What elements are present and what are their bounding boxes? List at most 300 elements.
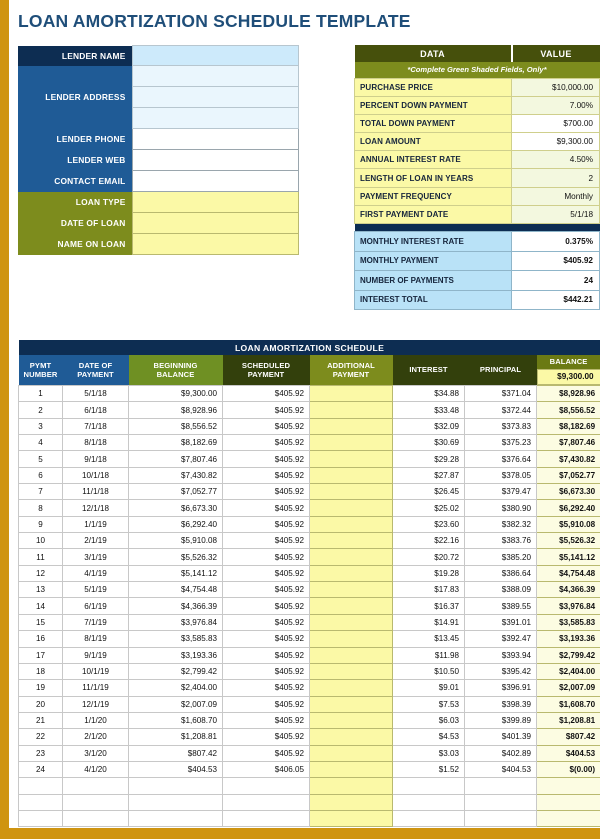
cell-interest: $1.52 bbox=[393, 761, 465, 777]
cell-balance: $4,366.39 bbox=[537, 582, 600, 598]
cell-principal: $391.01 bbox=[465, 614, 537, 630]
cell-additional-payment[interactable] bbox=[310, 745, 393, 761]
cell-beginning-balance: $9,300.00 bbox=[129, 386, 223, 402]
cell-date-of-payment: 1/1/19 bbox=[63, 516, 129, 532]
lender-web-label: LENDER WEB bbox=[18, 150, 132, 171]
annual-interest-rate-row bbox=[355, 151, 600, 169]
cell-date-of-payment: 5/1/18 bbox=[63, 386, 129, 402]
table-row bbox=[19, 467, 600, 483]
data-table-subtitle: *Complete Green Shaded Fields, Only* bbox=[355, 62, 600, 78]
cell-principal: $401.39 bbox=[465, 729, 537, 745]
lender-address-input-line1[interactable] bbox=[132, 66, 299, 87]
cell-scheduled-payment: $406.05 bbox=[223, 761, 310, 777]
cell-additional-payment[interactable] bbox=[310, 712, 393, 728]
cell-pymt-number: 5 bbox=[19, 451, 63, 467]
interest-total-label: INTEREST TOTAL bbox=[355, 290, 512, 310]
cell-balance: $2,007.09 bbox=[537, 680, 600, 696]
cell-pymt-number: 19 bbox=[19, 680, 63, 696]
cell-pymt-number: 4 bbox=[19, 435, 63, 451]
date-of-loan-input[interactable] bbox=[132, 213, 299, 234]
cell-additional-payment[interactable] bbox=[310, 631, 393, 647]
cell-additional-payment[interactable] bbox=[310, 582, 393, 598]
cell-scheduled-payment: $405.92 bbox=[223, 533, 310, 549]
name-on-loan-label: NAME ON LOAN bbox=[18, 234, 132, 255]
cell-date-of-payment: 3/1/19 bbox=[63, 549, 129, 565]
cell-beginning-balance: $807.42 bbox=[129, 745, 223, 761]
cell-balance: $(0.00) bbox=[537, 761, 600, 777]
cell-date-of-payment: 8/1/18 bbox=[63, 435, 129, 451]
cell-additional-payment[interactable] bbox=[310, 435, 393, 451]
cell-principal: $395.42 bbox=[465, 663, 537, 679]
cell-scheduled-payment: $405.92 bbox=[223, 451, 310, 467]
monthly-payment-value: $405.92 bbox=[512, 251, 600, 271]
table-row bbox=[19, 500, 600, 516]
first-payment-date-value[interactable]: 5/1/18 bbox=[512, 205, 600, 223]
table-row bbox=[19, 435, 600, 451]
cell-pymt-number: 12 bbox=[19, 565, 63, 581]
table-row bbox=[19, 631, 600, 647]
cell-pymt-number: 3 bbox=[19, 418, 63, 434]
cell-additional-payment[interactable] bbox=[310, 794, 393, 810]
cell-principal: $402.89 bbox=[465, 745, 537, 761]
cell-scheduled-payment: $405.92 bbox=[223, 467, 310, 483]
cell-principal: $379.47 bbox=[465, 484, 537, 500]
cell-balance: $1,608.70 bbox=[537, 696, 600, 712]
cell-principal: $371.04 bbox=[465, 386, 537, 402]
cell-principal bbox=[465, 778, 537, 794]
table-row bbox=[19, 696, 600, 712]
cell-pymt-number: 1 bbox=[19, 386, 63, 402]
cell-additional-payment[interactable] bbox=[310, 696, 393, 712]
length-of-loan-row bbox=[355, 169, 600, 187]
cell-principal: $396.91 bbox=[465, 680, 537, 696]
cell-interest: $4.53 bbox=[393, 729, 465, 745]
cell-pymt-number: 20 bbox=[19, 696, 63, 712]
schedule-header-row bbox=[19, 355, 600, 386]
cell-principal: $372.44 bbox=[465, 402, 537, 418]
table-row bbox=[19, 451, 600, 467]
cell-interest: $22.16 bbox=[393, 533, 465, 549]
cell-additional-payment[interactable] bbox=[310, 484, 393, 500]
table-row bbox=[19, 663, 600, 679]
cell-scheduled-payment: $405.92 bbox=[223, 598, 310, 614]
cell-additional-payment[interactable] bbox=[310, 761, 393, 777]
header-date-line2: PAYMENT bbox=[77, 370, 114, 379]
cell-date-of-payment: 12/1/19 bbox=[63, 696, 129, 712]
cell-pymt-number: 23 bbox=[19, 745, 63, 761]
loan-data-block bbox=[354, 45, 600, 310]
cell-scheduled-payment: $405.92 bbox=[223, 386, 310, 402]
cell-pymt-number: 16 bbox=[19, 631, 63, 647]
number-of-payments-label: NUMBER OF PAYMENTS bbox=[355, 271, 512, 291]
cell-pymt-number: 6 bbox=[19, 467, 63, 483]
table-row bbox=[19, 712, 600, 728]
cell-beginning-balance: $3,976.84 bbox=[129, 614, 223, 630]
cell-principal: $373.83 bbox=[465, 418, 537, 434]
cell-pymt-number: 2 bbox=[19, 402, 63, 418]
cell-additional-payment[interactable] bbox=[310, 549, 393, 565]
name-on-loan-row bbox=[18, 234, 299, 255]
page-title: LOAN AMORTIZATION SCHEDULE TEMPLATE bbox=[18, 11, 411, 31]
cell-interest: $10.50 bbox=[393, 663, 465, 679]
cell-beginning-balance: $7,052.77 bbox=[129, 484, 223, 500]
monthly-interest-rate-row bbox=[355, 232, 600, 252]
cell-principal: $375.23 bbox=[465, 435, 537, 451]
cell-beginning-balance: $7,430.82 bbox=[129, 467, 223, 483]
cell-interest: $23.60 bbox=[393, 516, 465, 532]
cell-date-of-payment bbox=[63, 778, 129, 794]
cell-scheduled-payment: $405.92 bbox=[223, 696, 310, 712]
table-row bbox=[19, 761, 600, 777]
cell-scheduled-payment bbox=[223, 778, 310, 794]
cell-pymt-number: 13 bbox=[19, 582, 63, 598]
cell-balance: $2,799.42 bbox=[537, 647, 600, 663]
lender-phone-row bbox=[18, 129, 299, 150]
cell-additional-payment[interactable] bbox=[310, 467, 393, 483]
cell-date-of-payment: 9/1/18 bbox=[63, 451, 129, 467]
header-additional-line1: ADDITIONAL bbox=[327, 360, 375, 370]
payment-frequency-row bbox=[355, 187, 600, 205]
cell-beginning-balance: $2,404.00 bbox=[129, 680, 223, 696]
cell-additional-payment[interactable] bbox=[310, 516, 393, 532]
cell-balance: $4,754.48 bbox=[537, 565, 600, 581]
opening-balance-value: $9,300.00 bbox=[537, 369, 600, 385]
cell-scheduled-payment: $405.92 bbox=[223, 565, 310, 581]
cell-principal: $376.64 bbox=[465, 451, 537, 467]
cell-additional-payment[interactable] bbox=[310, 451, 393, 467]
cell-date-of-payment: 7/1/19 bbox=[63, 614, 129, 630]
table-row bbox=[19, 778, 600, 794]
cell-additional-payment[interactable] bbox=[310, 647, 393, 663]
cell-pymt-number: 21 bbox=[19, 712, 63, 728]
schedule-title: LOAN AMORTIZATION SCHEDULE bbox=[19, 340, 600, 355]
cell-beginning-balance bbox=[129, 778, 223, 794]
schedule-title-row bbox=[19, 340, 600, 355]
header-principal: PRINCIPAL bbox=[465, 355, 537, 386]
name-on-loan-input[interactable] bbox=[132, 234, 299, 255]
header-date-of-payment bbox=[63, 355, 129, 386]
divider-left bbox=[355, 224, 512, 232]
cell-interest: $19.28 bbox=[393, 565, 465, 581]
cell-balance: $7,430.82 bbox=[537, 451, 600, 467]
cell-additional-payment[interactable] bbox=[310, 810, 393, 826]
amortization-schedule-block bbox=[18, 340, 600, 827]
interest-total-value: $442.21 bbox=[512, 290, 600, 310]
cell-interest: $6.03 bbox=[393, 712, 465, 728]
cell-principal: $398.39 bbox=[465, 696, 537, 712]
cell-principal bbox=[465, 794, 537, 810]
cell-pymt-number: 7 bbox=[19, 484, 63, 500]
table-row bbox=[19, 680, 600, 696]
cell-beginning-balance bbox=[129, 810, 223, 826]
header-additional-line2: PAYMENT bbox=[332, 370, 370, 379]
cell-beginning-balance: $1,208.81 bbox=[129, 729, 223, 745]
header-beginning-line2: BALANCE bbox=[156, 370, 195, 379]
cell-interest: $25.02 bbox=[393, 500, 465, 516]
cell-pymt-number: 24 bbox=[19, 761, 63, 777]
cell-date-of-payment: 6/1/19 bbox=[63, 598, 129, 614]
cell-date-of-payment: 11/1/18 bbox=[63, 484, 129, 500]
cell-balance: $7,052.77 bbox=[537, 467, 600, 483]
header-date-line1: DATE OF bbox=[78, 360, 113, 370]
cell-principal: $385.20 bbox=[465, 549, 537, 565]
cell-interest: $29.28 bbox=[393, 451, 465, 467]
cell-balance: $3,193.36 bbox=[537, 631, 600, 647]
cell-beginning-balance: $6,673.30 bbox=[129, 500, 223, 516]
cell-scheduled-payment: $405.92 bbox=[223, 729, 310, 745]
lender-info-table bbox=[18, 45, 299, 255]
cell-principal: $382.32 bbox=[465, 516, 537, 532]
number-of-payments-value: 24 bbox=[512, 271, 600, 291]
cell-scheduled-payment: $405.92 bbox=[223, 516, 310, 532]
cell-balance: $404.53 bbox=[537, 745, 600, 761]
table-row bbox=[19, 614, 600, 630]
cell-balance bbox=[537, 794, 600, 810]
cell-pymt-number: 18 bbox=[19, 663, 63, 679]
cell-scheduled-payment: $405.92 bbox=[223, 663, 310, 679]
cell-balance: $8,928.96 bbox=[537, 386, 600, 402]
lender-name-row bbox=[18, 46, 299, 66]
purchase-price-value[interactable]: $10,000.00 bbox=[512, 78, 600, 96]
lender-address-input-line2[interactable] bbox=[132, 87, 299, 108]
cell-date-of-payment bbox=[63, 810, 129, 826]
cell-pymt-number: 8 bbox=[19, 500, 63, 516]
length-of-loan-value[interactable]: 2 bbox=[512, 169, 600, 187]
first-payment-date-row bbox=[355, 205, 600, 223]
data-table-subtitle-row bbox=[355, 62, 600, 78]
table-row bbox=[19, 598, 600, 614]
cell-interest bbox=[393, 778, 465, 794]
cell-principal: $386.64 bbox=[465, 565, 537, 581]
header-additional-payment bbox=[310, 355, 393, 386]
cell-date-of-payment: 2/1/19 bbox=[63, 533, 129, 549]
cell-pymt-number: 17 bbox=[19, 647, 63, 663]
cell-balance: $6,292.40 bbox=[537, 500, 600, 516]
date-of-loan-label: DATE OF LOAN bbox=[18, 213, 132, 234]
cell-additional-payment[interactable] bbox=[310, 565, 393, 581]
cell-principal: $378.05 bbox=[465, 467, 537, 483]
monthly-payment-row bbox=[355, 251, 600, 271]
cell-date-of-payment: 11/1/19 bbox=[63, 680, 129, 696]
table-row bbox=[19, 516, 600, 532]
table-row bbox=[19, 418, 600, 434]
loan-amount-row bbox=[355, 133, 600, 151]
cell-date-of-payment: 2/1/20 bbox=[63, 729, 129, 745]
cell-scheduled-payment: $405.92 bbox=[223, 745, 310, 761]
contact-email-label: CONTACT EMAIL bbox=[18, 171, 132, 192]
percent-down-payment-row bbox=[355, 96, 600, 114]
cell-interest: $20.72 bbox=[393, 549, 465, 565]
cell-scheduled-payment: $405.92 bbox=[223, 582, 310, 598]
monthly-interest-rate-value: 0.375% bbox=[512, 232, 600, 252]
cell-beginning-balance: $5,141.12 bbox=[129, 565, 223, 581]
loan-amount-label: LOAN AMOUNT bbox=[355, 133, 512, 151]
cell-interest: $7.53 bbox=[393, 696, 465, 712]
cell-date-of-payment: 8/1/19 bbox=[63, 631, 129, 647]
cell-scheduled-payment: $405.92 bbox=[223, 680, 310, 696]
cell-date-of-payment: 3/1/20 bbox=[63, 745, 129, 761]
lender-address-row bbox=[18, 66, 299, 87]
cell-pymt-number: 9 bbox=[19, 516, 63, 532]
date-of-loan-row bbox=[18, 213, 299, 234]
cell-principal: $393.94 bbox=[465, 647, 537, 663]
cell-beginning-balance: $2,007.09 bbox=[129, 696, 223, 712]
cell-beginning-balance: $1,608.70 bbox=[129, 712, 223, 728]
cell-beginning-balance: $6,292.40 bbox=[129, 516, 223, 532]
cell-date-of-payment: 5/1/19 bbox=[63, 582, 129, 598]
table-row bbox=[19, 533, 600, 549]
number-of-payments-row bbox=[355, 271, 600, 291]
lender-web-input[interactable] bbox=[132, 150, 299, 171]
cell-balance: $3,976.84 bbox=[537, 598, 600, 614]
cell-date-of-payment: 10/1/18 bbox=[63, 467, 129, 483]
lender-phone-input[interactable] bbox=[132, 129, 299, 150]
loan-type-input[interactable] bbox=[132, 192, 299, 213]
cell-beginning-balance: $8,928.96 bbox=[129, 402, 223, 418]
cell-pymt-number: 15 bbox=[19, 614, 63, 630]
interest-total-row bbox=[355, 290, 600, 310]
total-down-payment-row bbox=[355, 114, 600, 132]
header-pymt-number-line1: PYMT bbox=[29, 360, 52, 370]
cell-beginning-balance: $2,799.42 bbox=[129, 663, 223, 679]
cell-beginning-balance: $5,910.08 bbox=[129, 533, 223, 549]
total-down-payment-label: TOTAL DOWN PAYMENT bbox=[355, 114, 512, 132]
cell-scheduled-payment: $405.92 bbox=[223, 549, 310, 565]
cell-principal: $399.89 bbox=[465, 712, 537, 728]
cell-beginning-balance: $8,182.69 bbox=[129, 435, 223, 451]
lender-name-label: LENDER NAME bbox=[18, 46, 132, 66]
cell-additional-payment[interactable] bbox=[310, 402, 393, 418]
cell-principal: $383.76 bbox=[465, 533, 537, 549]
cell-balance: $3,585.83 bbox=[537, 614, 600, 630]
cell-interest: $3.03 bbox=[393, 745, 465, 761]
first-payment-date-label: FIRST PAYMENT DATE bbox=[355, 205, 512, 223]
cell-scheduled-payment: $405.92 bbox=[223, 500, 310, 516]
table-row bbox=[19, 582, 600, 598]
cell-additional-payment[interactable] bbox=[310, 500, 393, 516]
cell-principal bbox=[465, 810, 537, 826]
length-of-loan-label: LENGTH OF LOAN IN YEARS bbox=[355, 169, 512, 187]
purchase-price-label: PURCHASE PRICE bbox=[355, 78, 512, 96]
cell-balance: $6,673.30 bbox=[537, 484, 600, 500]
monthly-payment-label: MONTHLY PAYMENT bbox=[355, 251, 512, 271]
loan-type-label: LOAN TYPE bbox=[18, 192, 132, 213]
annual-interest-rate-label: ANNUAL INTEREST RATE bbox=[355, 151, 512, 169]
table-row bbox=[19, 402, 600, 418]
payment-frequency-value[interactable]: Monthly bbox=[512, 187, 600, 205]
annual-interest-rate-value[interactable]: 4.50% bbox=[512, 151, 600, 169]
contact-email-input[interactable] bbox=[132, 171, 299, 192]
loan-data-table bbox=[354, 45, 600, 310]
cell-additional-payment[interactable] bbox=[310, 729, 393, 745]
cell-beginning-balance: $3,193.36 bbox=[129, 647, 223, 663]
cell-additional-payment[interactable] bbox=[310, 418, 393, 434]
cell-interest: $14.91 bbox=[393, 614, 465, 630]
cell-pymt-number: 11 bbox=[19, 549, 63, 565]
cell-date-of-payment: 4/1/19 bbox=[63, 565, 129, 581]
lender-address-input-line3[interactable] bbox=[132, 108, 299, 129]
cell-principal: $392.47 bbox=[465, 631, 537, 647]
header-beginning-line1: BEGINNING bbox=[153, 360, 198, 370]
schedule-rows bbox=[19, 386, 600, 827]
cell-beginning-balance: $4,366.39 bbox=[129, 598, 223, 614]
header-scheduled-line2: PAYMENT bbox=[247, 370, 285, 379]
cell-date-of-payment: 9/1/19 bbox=[63, 647, 129, 663]
lender-phone-label: LENDER PHONE bbox=[18, 129, 132, 150]
lender-address-label: LENDER ADDRESS bbox=[18, 66, 132, 129]
header-scheduled-line1: SCHEDULED bbox=[241, 360, 291, 370]
lender-name-input[interactable] bbox=[132, 46, 299, 66]
cell-date-of-payment: 7/1/18 bbox=[63, 418, 129, 434]
cell-interest: $17.83 bbox=[393, 582, 465, 598]
cell-interest: $11.98 bbox=[393, 647, 465, 663]
cell-pymt-number bbox=[19, 794, 63, 810]
cell-date-of-payment: 4/1/20 bbox=[63, 761, 129, 777]
cell-date-of-payment: 10/1/19 bbox=[63, 663, 129, 679]
total-down-payment-value: $700.00 bbox=[512, 114, 600, 132]
table-row bbox=[19, 549, 600, 565]
table-row bbox=[19, 386, 600, 402]
cell-balance: $7,807.46 bbox=[537, 435, 600, 451]
cell-scheduled-payment bbox=[223, 794, 310, 810]
header-interest: INTEREST bbox=[393, 355, 465, 386]
cell-balance: $5,141.12 bbox=[537, 549, 600, 565]
cell-additional-payment[interactable] bbox=[310, 778, 393, 794]
cell-additional-payment[interactable] bbox=[310, 614, 393, 630]
cell-date-of-payment bbox=[63, 794, 129, 810]
cell-additional-payment[interactable] bbox=[310, 663, 393, 679]
cell-pymt-number bbox=[19, 810, 63, 826]
table-row bbox=[19, 794, 600, 810]
cell-beginning-balance bbox=[129, 794, 223, 810]
cell-balance: $5,526.32 bbox=[537, 533, 600, 549]
cell-additional-payment[interactable] bbox=[310, 680, 393, 696]
cell-beginning-balance: $5,526.32 bbox=[129, 549, 223, 565]
header-balance: BALANCE bbox=[537, 355, 600, 369]
cell-pymt-number: 22 bbox=[19, 729, 63, 745]
cell-interest: $13.45 bbox=[393, 631, 465, 647]
loan-amount-value: $9,300.00 bbox=[512, 133, 600, 151]
value-column-header: VALUE bbox=[512, 45, 600, 62]
cell-interest: $27.87 bbox=[393, 467, 465, 483]
header-beginning-balance bbox=[129, 355, 223, 386]
cell-interest: $32.09 bbox=[393, 418, 465, 434]
cell-scheduled-payment: $405.92 bbox=[223, 614, 310, 630]
cell-pymt-number: 10 bbox=[19, 533, 63, 549]
cell-interest: $16.37 bbox=[393, 598, 465, 614]
cell-additional-payment[interactable] bbox=[310, 533, 393, 549]
cell-additional-payment[interactable] bbox=[310, 598, 393, 614]
cell-scheduled-payment: $405.92 bbox=[223, 418, 310, 434]
cell-interest: $33.48 bbox=[393, 402, 465, 418]
cell-date-of-payment: 1/1/20 bbox=[63, 712, 129, 728]
cell-date-of-payment: 6/1/18 bbox=[63, 402, 129, 418]
header-scheduled-payment bbox=[223, 355, 310, 386]
payment-frequency-label: PAYMENT FREQUENCY bbox=[355, 187, 512, 205]
cell-principal: $389.55 bbox=[465, 598, 537, 614]
header-pymt-number-line2: NUMBER bbox=[23, 370, 58, 379]
table-row bbox=[19, 729, 600, 745]
cell-beginning-balance: $4,754.48 bbox=[129, 582, 223, 598]
cell-balance: $8,556.52 bbox=[537, 402, 600, 418]
cell-beginning-balance: $3,585.83 bbox=[129, 631, 223, 647]
cell-additional-payment[interactable] bbox=[310, 386, 393, 402]
cell-scheduled-payment: $405.92 bbox=[223, 712, 310, 728]
cell-interest: $34.88 bbox=[393, 386, 465, 402]
percent-down-payment-value[interactable]: 7.00% bbox=[512, 96, 600, 114]
cell-balance: $807.42 bbox=[537, 729, 600, 745]
cell-scheduled-payment: $405.92 bbox=[223, 484, 310, 500]
